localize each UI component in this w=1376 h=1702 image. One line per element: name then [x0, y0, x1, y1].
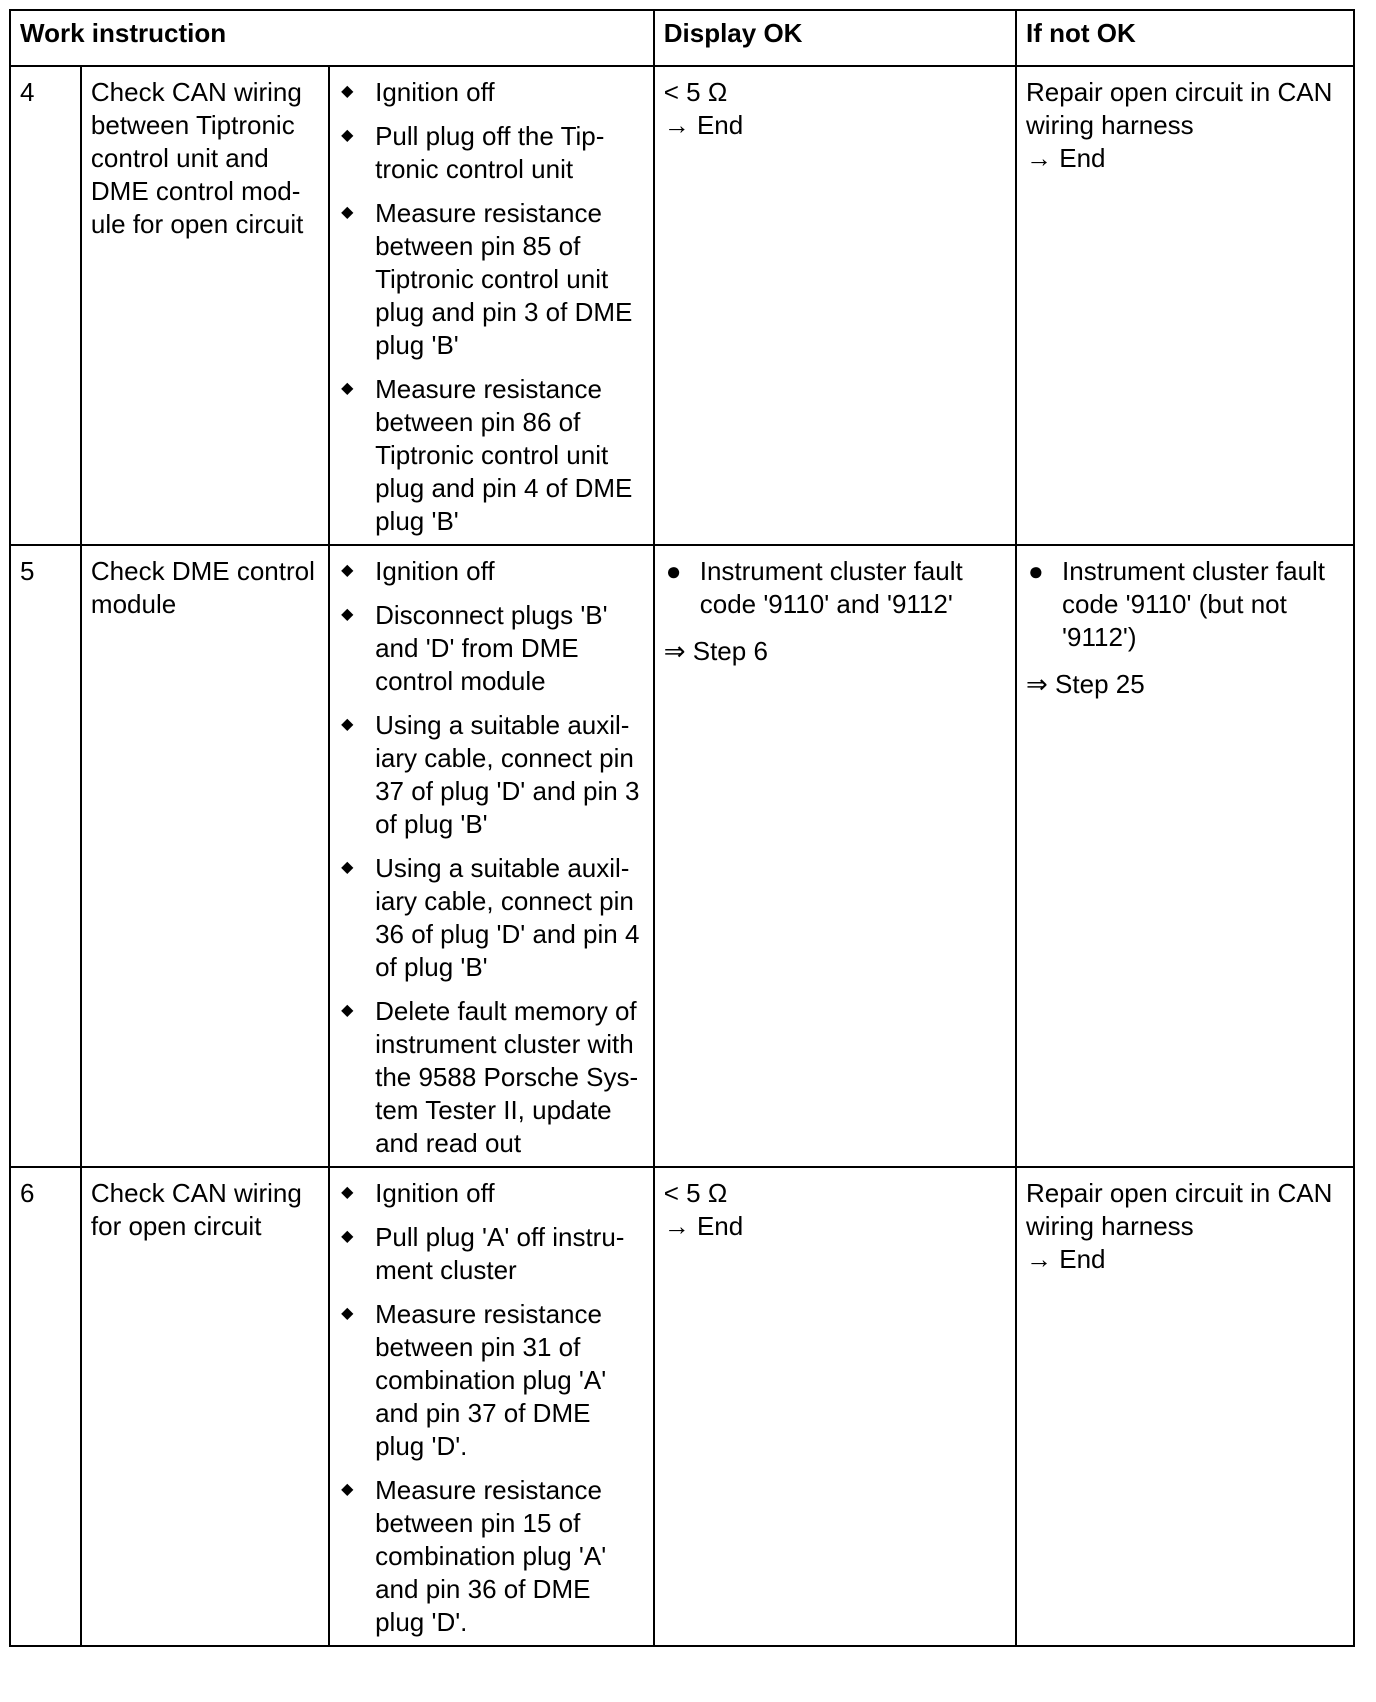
diamond-bullet-icon: ◆	[341, 1228, 354, 1245]
list-item: ● Instrument cluster fault code '9110' (but not '9112')	[1028, 556, 1326, 652]
next-action: ⇒ Step 6	[663, 636, 768, 666]
display-ok-cell	[654, 545, 1016, 1167]
table-row	[10, 66, 1354, 545]
step-instructions	[329, 1167, 654, 1646]
display-ok-cell	[654, 1167, 1016, 1646]
list-item: ● Instrument cluster fault code '9110' and '9112'	[665, 556, 963, 619]
list-item: ◆ Pull plug off the Tip-tronic control unit	[341, 121, 605, 184]
list-item: ◆ Disconnect plugs 'B' and 'D' from DME control module	[341, 600, 608, 696]
next-action: → End	[1026, 143, 1106, 173]
list-item: ◆ Delete fault memory of instrument cluster with the 9588 Porsche Sys-tem Tester II, update and read out	[341, 996, 639, 1158]
next-action: ⇒ Step 25	[1026, 669, 1145, 699]
step-task: Check DME control module	[81, 545, 329, 1167]
resistance-value: < 5 Ω	[663, 1178, 728, 1208]
step-number: 5	[10, 545, 81, 1167]
work-instruction-table	[9, 9, 1355, 1647]
header-display-ok: Display OK	[654, 10, 1016, 66]
if-not-ok-cell	[1016, 66, 1354, 545]
step-number: 4	[10, 66, 81, 545]
header-work-instruction: Work instruction	[10, 10, 654, 66]
next-action: → End	[663, 1211, 744, 1241]
diamond-bullet-icon: ◆	[341, 716, 354, 733]
repair-text: Repair open circuit in CAN wiring harness	[1026, 1178, 1333, 1241]
diamond-bullet-icon: ◆	[341, 1002, 354, 1019]
list-item: ◆ Measure resistance between pin 85 of Tiptronic control unit plug and pin 3 of DME plug 'B'	[341, 198, 633, 360]
table-row	[10, 1167, 1354, 1646]
list-item: ◆ Ignition off	[341, 556, 495, 586]
header-if-not-ok: If not OK	[1016, 10, 1354, 66]
diamond-bullet-icon: ◆	[341, 380, 354, 397]
diamond-bullet-icon: ◆	[341, 1481, 354, 1498]
if-not-ok-cell	[1016, 545, 1354, 1167]
step-instructions	[329, 545, 654, 1167]
list-item: ◆ Measure resistance between pin 15 of combination plug 'A' and pin 36 of DME plug 'D'.	[341, 1475, 607, 1637]
resistance-value: < 5 Ω	[663, 77, 728, 107]
step-number: 6	[10, 1167, 81, 1646]
diamond-bullet-icon: ◆	[341, 204, 354, 221]
diamond-bullet-icon: ◆	[341, 1184, 354, 1201]
diamond-bullet-icon: ◆	[341, 606, 354, 623]
next-action: → End	[1026, 1244, 1106, 1274]
diamond-bullet-icon: ◆	[341, 127, 354, 144]
if-not-ok-cell	[1016, 1167, 1354, 1646]
step-instructions	[329, 66, 654, 545]
header-row	[10, 10, 1354, 66]
diamond-bullet-icon: ◆	[341, 83, 354, 100]
table-row	[10, 545, 1354, 1167]
bullet-dot-icon: ●	[665, 556, 682, 586]
display-ok-cell	[654, 66, 1016, 545]
list-item: ◆ Ignition off	[341, 77, 495, 107]
diamond-bullet-icon: ◆	[341, 859, 354, 876]
diamond-bullet-icon: ◆	[341, 562, 354, 579]
list-item: ◆ Pull plug 'A' off instru-ment cluster	[341, 1222, 625, 1285]
list-item: ◆ Measure resistance between pin 31 of combination plug 'A' and pin 37 of DME plug 'D'.	[341, 1299, 607, 1461]
bullet-dot-icon: ●	[1028, 556, 1044, 586]
list-item: ◆ Measure resistance between pin 86 of Tiptronic control unit plug and pin 4 of DME plug 'B'	[341, 374, 633, 536]
list-item: ◆ Using a suitable auxil-iary cable, connect pin 36 of plug 'D' and pin 4 of plug 'B'	[341, 853, 640, 982]
list-item: ◆ Ignition off	[341, 1178, 495, 1208]
next-action: → End	[663, 110, 744, 140]
diamond-bullet-icon: ◆	[341, 1305, 354, 1322]
repair-text: Repair open circuit in CAN wiring harness	[1026, 77, 1333, 140]
list-item: ◆ Using a suitable auxil-iary cable, connect pin 37 of plug 'D' and pin 3 of plug 'B'	[341, 710, 640, 839]
step-task: Check CAN wiring between Tiptronic control unit and DME control mod-ule for open circuit	[81, 66, 329, 545]
step-task: Check CAN wiring for open circuit	[81, 1167, 329, 1646]
